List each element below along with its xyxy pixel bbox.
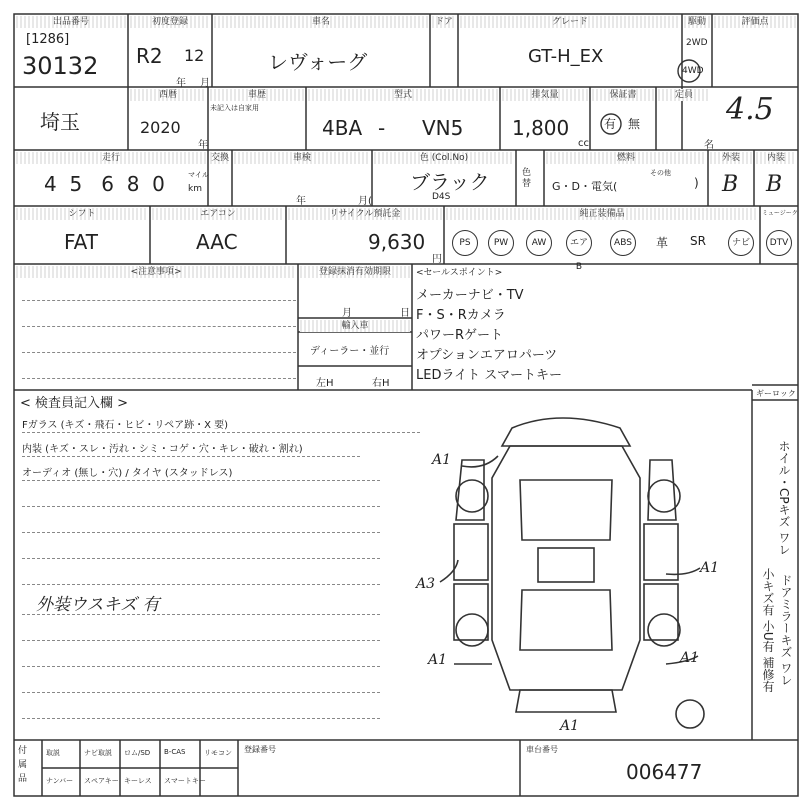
acc-keyless: キーレス (124, 777, 152, 785)
month-label: 月 (200, 78, 210, 89)
warranty-no: 無 (628, 117, 641, 131)
interior-header: 内装 (756, 152, 796, 164)
acc-remote: リモコン (204, 749, 232, 757)
frame-number: 006477 (626, 760, 703, 784)
equip-navi: ナビ (728, 230, 754, 256)
inspector-line (22, 558, 380, 559)
car-name-header: 車名 (214, 16, 428, 28)
drive-header: 駆動 (684, 16, 710, 28)
inspector-line (22, 532, 380, 533)
acc-manual: 取説 (46, 749, 60, 757)
lot-bracket: [1286] (26, 32, 70, 47)
reg-expiry-header: 登録抹消有効期限 (300, 266, 410, 278)
equip-sunroof: SR (690, 234, 706, 248)
equip-pw: PW (488, 230, 514, 256)
equip-dtv: DTV (766, 230, 792, 256)
acc-rom-sd: ロム/SD (124, 749, 151, 757)
equipment-header: 純正装備品 (446, 208, 758, 220)
exterior-grade: B (722, 172, 739, 197)
sales-point: オプションエアロパーツ (416, 348, 558, 363)
year-label: 年 (176, 78, 186, 89)
handwritten-note: 外装ウスキズ 有 (36, 595, 160, 615)
model-header: 型式 (308, 89, 498, 101)
mark-rear-left: A1 (428, 652, 448, 668)
sales-point: LEDライト スマートキー (416, 368, 562, 383)
equip-airbag: エアB (566, 230, 592, 256)
model-year-suffix: 年 (198, 140, 208, 151)
first-registration-month: 12 (184, 46, 205, 65)
color-change-label: 色替 (522, 168, 532, 189)
color-code: D4S (432, 192, 451, 202)
vehicle-class-header: 車歴 (210, 89, 304, 101)
shift: FAT (64, 230, 99, 254)
year-header: 西暦 (130, 89, 206, 101)
notes-line (22, 378, 296, 379)
acc-plate: ナンバー (46, 777, 74, 785)
reg-expiry-month: 月 (342, 308, 352, 319)
recycle-header: リサイクル預託金 (288, 208, 442, 220)
handle-right: 右H (372, 378, 390, 389)
first-registration-era: R2 (136, 44, 163, 68)
inspector-line-interior: 内装 (キズ・スレ・汚れ・シミ・コゲ・穴・キレ・破れ・割れ) (22, 444, 303, 455)
warranty-header: 保証書 (592, 89, 654, 101)
keylock-header: ギーロック (756, 389, 796, 398)
mileage-digits (44, 172, 165, 196)
inspector-line (22, 584, 380, 585)
mileage-digit: 4 (44, 172, 57, 196)
model-year: 2020 (140, 118, 181, 137)
displacement: 1,800 (512, 116, 570, 140)
equip-aw: AW (526, 230, 552, 256)
mark-left-mid: A3 (416, 576, 436, 592)
fuel-options: G・D・電気( (552, 180, 618, 193)
mark-right-mid: A1 (700, 560, 720, 576)
grade: GT-H_EX (528, 46, 604, 67)
mark-bottom: A1 (560, 718, 580, 734)
reg-expiry-day: 日 (400, 308, 410, 319)
score-value: 4.5 (726, 92, 774, 127)
capacity-unit: 名 (704, 140, 714, 151)
aircon: AAC (196, 230, 238, 254)
inspection-header: 車検 (234, 152, 370, 164)
car-name: レヴォーグ (268, 50, 368, 74)
color-name: ブラック (410, 170, 490, 194)
equipment-extra: ミュージーク (762, 210, 798, 217)
sales-points-header: <セールスポイント> (416, 268, 503, 278)
fuel-end: ) (694, 176, 699, 190)
lot-number-header: 出品番号 (16, 16, 126, 28)
mark-front-left: A1 (432, 452, 452, 468)
acc-spare-key: スペアキー (84, 777, 119, 785)
notes-header: <注意事項> (16, 266, 296, 278)
notes-line (22, 300, 296, 301)
displacement-header: 排気量 (502, 89, 588, 101)
sales-point: パワーRゲート (416, 328, 504, 343)
inspector-header: < 検査員記入欄 > (20, 396, 129, 411)
model-prefix: 4BA (322, 116, 363, 140)
warranty-yes: 有 (604, 117, 617, 131)
inspector-line (22, 718, 380, 719)
notes-line (22, 352, 296, 353)
interior-grade: B (766, 172, 783, 197)
wheel-note: ホイル・CPキズ ワレ (777, 440, 791, 556)
acc-navi-manual: ナビ取説 (84, 749, 112, 757)
mileage-header: 走行 (16, 152, 206, 164)
drive-4wd: 4WD (682, 66, 704, 76)
inspector-line (22, 480, 380, 481)
inspector-line (22, 432, 420, 433)
damage-note: 小キズ有 小U有 補修有 (761, 568, 775, 693)
drive-2wd: 2WD (686, 38, 708, 48)
car-damage-diagram (440, 418, 704, 728)
handle-left: 左H (316, 378, 334, 389)
fuel-header: 燃料 (546, 152, 706, 164)
equip-leather: 革 (656, 236, 669, 250)
first-registration-header: 初度登録 (130, 16, 210, 28)
mileage-digit: 5 (69, 172, 83, 196)
aircon-header: エアコン (152, 208, 284, 220)
color-header: 色 (Col.No) (374, 152, 514, 164)
recycle-fee: 9,630 (368, 230, 426, 254)
meter-swap-header: 交換 (210, 153, 229, 163)
import-header: 輸入車 (300, 320, 410, 332)
equip-abs: ABS (610, 230, 636, 256)
registration-number-header: 登録番号 (244, 745, 276, 754)
mark-rear-right: A1 (680, 650, 700, 666)
inspection-month-label: 月( (358, 196, 372, 207)
model-code: VN5 (422, 116, 464, 140)
inspector-line-audio: オーディオ (無し・穴) / タイヤ (スタッドレス) (22, 468, 233, 479)
notes-line (22, 326, 296, 327)
acc-smart-key: スマートキー (164, 777, 206, 785)
acc-bcas: B-CAS (164, 748, 186, 756)
mileage-digit: 6 (101, 172, 114, 196)
exterior-header: 外装 (710, 152, 752, 164)
inspection-year-label: 年 (296, 196, 306, 207)
inspector-line (22, 640, 380, 641)
inspector-line (22, 456, 360, 457)
lot-number: 30132 (22, 52, 99, 80)
inspector-line-glass: Fガラス (キズ・飛石・ヒビ・リペア跡・X 要) (22, 420, 229, 431)
mirror-note: ドアミラーキズ ワレ (779, 574, 793, 686)
capacity-header: 定員 (658, 89, 710, 101)
dealer-parallel: ディーラー・並行 (310, 346, 390, 357)
sales-point: メーカーナビ・TV (416, 288, 524, 303)
region: 埼玉 (40, 110, 80, 134)
mileage-unit-km: km (188, 184, 202, 194)
inspector-line (22, 666, 380, 667)
mileage-digit: 0 (152, 172, 165, 196)
recycle-unit: 円 (432, 254, 442, 265)
fuel-other: その他 (650, 169, 671, 177)
sales-point: F・S・Rカメラ (416, 308, 506, 323)
inspector-line (22, 692, 380, 693)
mileage-digit: 8 (126, 172, 140, 196)
inspector-line (22, 506, 380, 507)
mileage-unit-mile: マイル (188, 171, 209, 179)
model-dash: - (378, 116, 386, 140)
vehicle-class-note: 未記入は自家用 (210, 104, 259, 112)
door-header: ドア (432, 16, 456, 28)
accessories-label: 付属品 (18, 746, 28, 784)
frame-number-header: 車台番号 (526, 745, 558, 754)
shift-header: シフト (16, 208, 148, 220)
equip-ps: PS (452, 230, 478, 256)
displacement-unit: cc (578, 138, 589, 149)
grade-header: グレード (460, 16, 680, 28)
score-header: 評価点 (714, 16, 796, 28)
